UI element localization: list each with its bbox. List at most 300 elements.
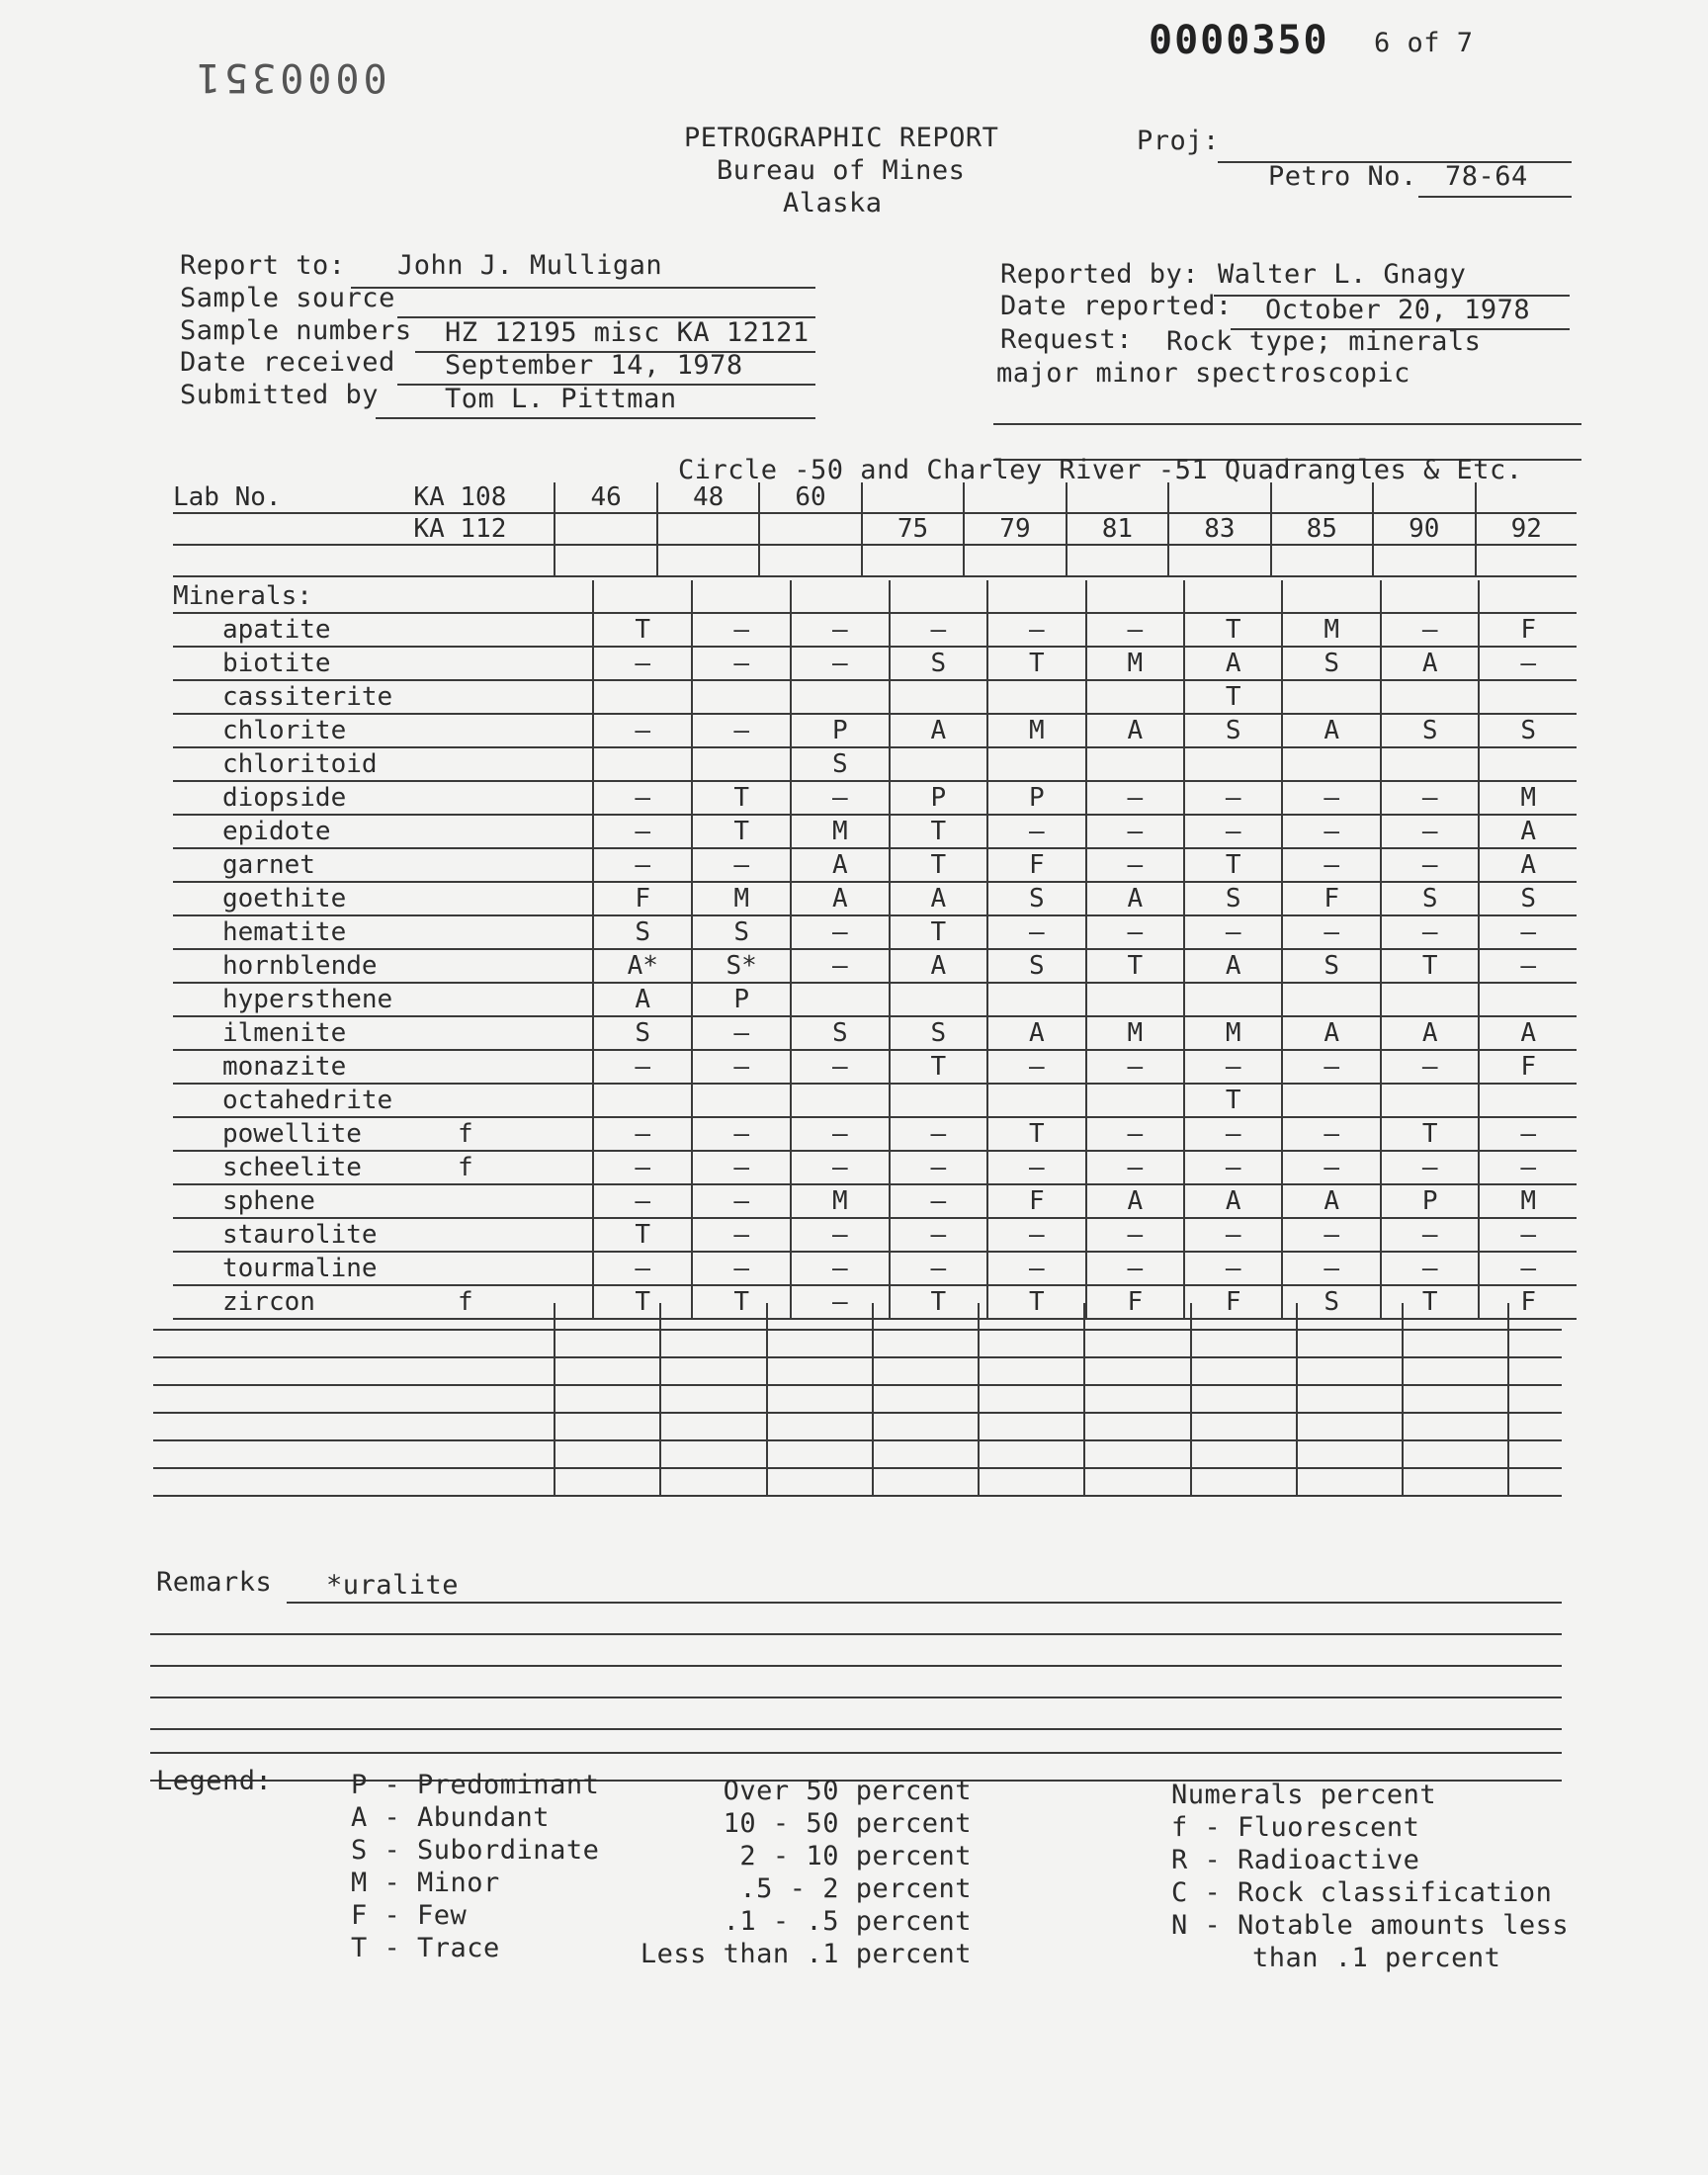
remarks-label: Remarks (156, 1567, 273, 1598)
legend-note: f - Fluorescent (1171, 1812, 1420, 1843)
mineral-abundance-cell: S (593, 1016, 692, 1050)
mineral-abundance-cell (1282, 680, 1380, 714)
mineral-abundance-cell (1479, 680, 1577, 714)
stamp-number: 0000351 (193, 54, 387, 100)
legend-notes (1171, 1780, 1569, 1975)
legend-ranges (633, 1776, 1003, 1971)
lab-row-2 (173, 513, 1577, 545)
mineral-abundance-cell: A (1086, 714, 1184, 747)
mineral-row (173, 1252, 1577, 1285)
minerals-label: Minerals: (173, 580, 458, 613)
mineral-row (173, 1184, 1577, 1218)
mineral-abundance-cell: S (593, 915, 692, 949)
mineral-abundance-cell: A (791, 848, 889, 882)
lab-label: Lab No. (173, 482, 413, 513)
mineral-row (173, 1050, 1577, 1084)
mineral-abundance-cell (791, 680, 889, 714)
mineral-abundance-cell: – (890, 1218, 987, 1252)
lab-cell: 60 (759, 482, 861, 513)
mineral-abundance-cell: S (791, 747, 889, 781)
mineral-abundance-cell: – (791, 1218, 889, 1252)
mineral-abundance-cell: T (692, 1285, 791, 1319)
mineral-abundance-cell: – (593, 1151, 692, 1184)
mineral-abundance-cell: – (1282, 1218, 1380, 1252)
mineral-abundance-cell: S (1184, 882, 1282, 915)
legend-range: .5 - 2 percent (739, 1873, 972, 1904)
mineral-name: biotite (173, 647, 458, 680)
mineral-abundance-cell: T (890, 1285, 987, 1319)
mineral-abundance-cell: – (692, 1151, 791, 1184)
mineral-row (173, 915, 1577, 949)
mineral-abundance-cell: – (692, 1050, 791, 1084)
mineral-abundance-cell (890, 680, 987, 714)
mineral-abundance-cell: – (1282, 915, 1380, 949)
reported-by-label: Reported by: (1000, 259, 1200, 290)
mineral-abundance-cell: – (1479, 1151, 1577, 1184)
mineral-abundance-cell: S (791, 1016, 889, 1050)
mineral-abundance-cell: S (1479, 882, 1577, 915)
petro-number: 78-64 (1445, 161, 1528, 192)
minerals-heading-row (173, 580, 1577, 613)
mineral-name: powellite (173, 1117, 458, 1151)
mineral-abundance-cell: T (890, 848, 987, 882)
mineral-abundance-cell (1479, 747, 1577, 781)
mineral-abundance-cell (1086, 983, 1184, 1016)
mineral-abundance-cell: – (692, 1117, 791, 1151)
mineral-abundance-cell: M (1479, 781, 1577, 815)
lab-prefix-1: KA 108 (413, 482, 555, 513)
mineral-name: hornblende (173, 949, 458, 983)
mineral-abundance-cell (1184, 983, 1282, 1016)
mineral-abundance-cell: – (987, 1218, 1085, 1252)
lab-cell (1373, 482, 1475, 513)
mineral-abundance-cell (1086, 680, 1184, 714)
mineral-abundance-cell: – (987, 915, 1085, 949)
mineral-flag (458, 647, 593, 680)
mineral-abundance-cell: – (1282, 848, 1380, 882)
mineral-abundance-cell: – (593, 848, 692, 882)
mineral-abundance-cell: – (890, 1252, 987, 1285)
mineral-flag (458, 848, 593, 882)
mineral-abundance-cell: – (1381, 848, 1479, 882)
mineral-name: hypersthene (173, 983, 458, 1016)
mineral-abundance-cell: – (692, 1218, 791, 1252)
mineral-abundance-cell: A (1282, 1184, 1380, 1218)
mineral-abundance-cell: – (1282, 1050, 1380, 1084)
mineral-abundance-cell: T (1381, 949, 1479, 983)
mineral-abundance-cell: S (1282, 647, 1380, 680)
submitted-by-value: Tom L. Pittman (445, 384, 677, 414)
mineral-flag (458, 1184, 593, 1218)
mineral-abundance-cell: S (692, 915, 791, 949)
document-number: 0000350 (1149, 18, 1329, 63)
mineral-abundance-cell (692, 1084, 791, 1117)
mineral-abundance-cell: – (593, 1117, 692, 1151)
mineral-row (173, 781, 1577, 815)
mineral-abundance-cell: T (1381, 1117, 1479, 1151)
mineral-abundance-cell: S (987, 949, 1085, 983)
mineral-abundance-cell: – (1282, 1252, 1380, 1285)
legend-label: Legend: (156, 1766, 273, 1796)
mineral-abundance-cell (1086, 1084, 1184, 1117)
blank-rows (153, 1303, 1562, 1497)
mineral-abundance-cell (890, 1084, 987, 1117)
mineral-abundance-cell: – (1086, 781, 1184, 815)
legend-range: 10 - 50 percent (723, 1808, 972, 1839)
mineral-name: tourmaline (173, 1252, 458, 1285)
mineral-flag: f (458, 1151, 593, 1184)
lab-cell: 48 (657, 482, 759, 513)
lab-cell: 92 (1476, 513, 1578, 545)
mineral-abundance-cell: A* (593, 949, 692, 983)
mineral-abundance-cell: S* (692, 949, 791, 983)
mineral-abundance-cell: T (987, 1285, 1085, 1319)
report-to-label: Report to: (180, 250, 346, 281)
mineral-abundance-cell (1282, 983, 1380, 1016)
mineral-abundance-cell: T (692, 781, 791, 815)
blank-row (153, 1330, 1562, 1357)
mineral-abundance-cell: – (890, 1184, 987, 1218)
mineral-abundance-cell: – (791, 613, 889, 647)
mineral-abundance-cell: T (1184, 680, 1282, 714)
mineral-row (173, 1218, 1577, 1252)
mineral-abundance-cell (593, 1084, 692, 1117)
mineral-abundance-cell (890, 747, 987, 781)
mineral-flag (458, 680, 593, 714)
mineral-abundance-cell: F (1282, 882, 1380, 915)
blank-row (153, 1303, 1562, 1330)
mineral-abundance-cell: – (1381, 1151, 1479, 1184)
mineral-name: ilmenite (173, 1016, 458, 1050)
remarks-text: *uralite (326, 1570, 460, 1601)
mineral-name: hematite (173, 915, 458, 949)
mineral-abundance-cell: – (1184, 1117, 1282, 1151)
legend-code: F - Few (351, 1900, 468, 1931)
mineral-abundance-cell (1479, 983, 1577, 1016)
mineral-abundance-cell: – (1086, 815, 1184, 848)
legend-codes (351, 1770, 599, 1965)
reported-by-value: Walter L. Gnagy (1218, 259, 1467, 290)
lab-cell (555, 513, 656, 545)
mineral-name: zircon (173, 1285, 458, 1319)
legend-range: 2 - 10 percent (739, 1841, 972, 1871)
mineral-row (173, 882, 1577, 915)
mineral-abundance-cell: A (593, 983, 692, 1016)
mineral-abundance-cell: – (1479, 949, 1577, 983)
legend-note: N - Notable amounts less (1171, 1910, 1570, 1941)
mineral-abundance-cell (692, 680, 791, 714)
mineral-name: chloritoid (173, 747, 458, 781)
mineral-abundance-cell: – (692, 848, 791, 882)
request-line-2: major minor spectroscopic (996, 358, 1410, 389)
mineral-abundance-cell: T (1184, 848, 1282, 882)
mineral-abundance-cell (1086, 747, 1184, 781)
mineral-abundance-cell: M (1479, 1184, 1577, 1218)
lab-cell (1271, 482, 1373, 513)
lab-cell: 75 (862, 513, 964, 545)
mineral-abundance-cell: – (593, 1184, 692, 1218)
legend-note: R - Radioactive (1171, 1845, 1420, 1875)
legend-code: A - Abundant (351, 1802, 551, 1833)
lab-cell: 90 (1373, 513, 1475, 545)
mineral-flag (458, 949, 593, 983)
mineral-abundance-cell: – (692, 647, 791, 680)
mineral-abundance-cell: – (593, 815, 692, 848)
blank-row (153, 1468, 1562, 1496)
mineral-name: goethite (173, 882, 458, 915)
mineral-abundance-cell: S (1184, 714, 1282, 747)
sample-numbers-value: HZ 12195 misc KA 12121 (445, 317, 810, 348)
mineral-abundance-cell: P (987, 781, 1085, 815)
legend-code: T - Trace (351, 1933, 500, 1963)
mineral-row (173, 613, 1577, 647)
submitted-by-label: Submitted by (180, 380, 380, 410)
mineral-abundance-cell: – (1184, 815, 1282, 848)
date-reported-label: Date reported: (1000, 291, 1233, 321)
mineral-abundance-cell: – (692, 714, 791, 747)
mineral-abundance-cell: – (987, 1252, 1085, 1285)
mineral-row (173, 1117, 1577, 1151)
mineral-row (173, 714, 1577, 747)
mineral-abundance-cell: – (1381, 815, 1479, 848)
mineral-flag (458, 613, 593, 647)
mineral-abundance-cell: – (1086, 1050, 1184, 1084)
mineral-abundance-cell: T (1184, 613, 1282, 647)
mineral-abundance-cell: – (1381, 613, 1479, 647)
mineral-name: garnet (173, 848, 458, 882)
blank-row (153, 1413, 1562, 1440)
mineral-row (173, 949, 1577, 983)
mineral-flag (458, 882, 593, 915)
mineral-abundance-cell: A (1381, 647, 1479, 680)
blank-row (153, 1385, 1562, 1413)
mineral-row (173, 1151, 1577, 1184)
mineral-abundance-cell: T (890, 815, 987, 848)
mineral-abundance-cell: – (1086, 1117, 1184, 1151)
mineral-abundance-cell: – (593, 781, 692, 815)
mineral-abundance-cell: T (692, 815, 791, 848)
minerals-table (173, 580, 1577, 1320)
mineral-abundance-cell: – (987, 613, 1085, 647)
mineral-abundance-cell (692, 747, 791, 781)
mineral-abundance-cell (1479, 1084, 1577, 1117)
mineral-abundance-cell: T (890, 1050, 987, 1084)
blank-row (153, 1357, 1562, 1385)
mineral-abundance-cell: – (593, 1050, 692, 1084)
mineral-abundance-cell: S (1282, 949, 1380, 983)
mineral-name: cassiterite (173, 680, 458, 714)
mineral-abundance-cell (1282, 747, 1380, 781)
mineral-abundance-cell: P (890, 781, 987, 815)
mineral-abundance-cell: M (1184, 1016, 1282, 1050)
sample-numbers-label: Sample numbers (180, 315, 412, 346)
mineral-abundance-cell: P (692, 983, 791, 1016)
state-name: Alaska (783, 188, 883, 218)
mineral-row (173, 1016, 1577, 1050)
mineral-abundance-cell: F (593, 882, 692, 915)
mineral-abundance-cell: S (987, 882, 1085, 915)
mineral-abundance-cell: – (1479, 915, 1577, 949)
mineral-abundance-cell: – (692, 1252, 791, 1285)
mineral-abundance-cell: A (1184, 1184, 1282, 1218)
mineral-abundance-cell: A (791, 882, 889, 915)
mineral-abundance-cell: – (1282, 1117, 1380, 1151)
mineral-abundance-cell: – (1479, 1117, 1577, 1151)
mineral-abundance-cell: A (1381, 1016, 1479, 1050)
request-label: Request: (1000, 324, 1134, 355)
mineral-name: sphene (173, 1184, 458, 1218)
mineral-abundance-cell: – (593, 1252, 692, 1285)
report-title: PETROGRAPHIC REPORT (684, 123, 999, 153)
mineral-abundance-cell: – (791, 1285, 889, 1319)
mineral-abundance-cell: F (1184, 1285, 1282, 1319)
mineral-abundance-cell: F (1479, 1285, 1577, 1319)
mineral-abundance-cell: M (692, 882, 791, 915)
mineral-abundance-cell: – (593, 647, 692, 680)
lab-cell: 81 (1067, 513, 1168, 545)
mineral-abundance-cell: A (1086, 1184, 1184, 1218)
mineral-abundance-cell: – (1381, 915, 1479, 949)
lab-number-header (173, 482, 1577, 577)
mineral-name: epidote (173, 815, 458, 848)
mineral-abundance-cell: A (1086, 882, 1184, 915)
mineral-abundance-cell: – (791, 949, 889, 983)
mineral-abundance-cell: M (791, 1184, 889, 1218)
sample-source-label: Sample source (180, 283, 395, 313)
mineral-abundance-cell: – (791, 1050, 889, 1084)
mineral-abundance-cell: – (791, 1252, 889, 1285)
mineral-name: octahedrite (173, 1084, 458, 1117)
mineral-abundance-cell: M (1086, 647, 1184, 680)
mineral-abundance-cell: – (1086, 915, 1184, 949)
mineral-abundance-cell: F (1086, 1285, 1184, 1319)
mineral-abundance-cell: S (1479, 714, 1577, 747)
mineral-abundance-cell: M (1086, 1016, 1184, 1050)
mineral-row (173, 680, 1577, 714)
lab-row-1 (173, 482, 1577, 513)
mineral-flag (458, 1218, 593, 1252)
mineral-abundance-cell: F (987, 1184, 1085, 1218)
mineral-abundance-cell: A (1184, 949, 1282, 983)
mineral-abundance-cell: – (987, 1050, 1085, 1084)
legend-note: C - Rock classification (1171, 1877, 1553, 1908)
mineral-abundance-cell: – (1086, 1218, 1184, 1252)
mineral-name: apatite (173, 613, 458, 647)
legend-code: S - Subordinate (351, 1835, 600, 1866)
lab-cell (657, 513, 759, 545)
mineral-flag (458, 983, 593, 1016)
mineral-abundance-cell: – (1479, 1218, 1577, 1252)
mineral-abundance-cell: A (1184, 647, 1282, 680)
mineral-abundance-cell: T (593, 613, 692, 647)
mineral-abundance-cell: S (890, 647, 987, 680)
mineral-abundance-cell: – (692, 613, 791, 647)
mineral-abundance-cell: – (1381, 1050, 1479, 1084)
lab-prefix-2: KA 112 (413, 513, 555, 545)
lab-cell: 79 (964, 513, 1066, 545)
mineral-abundance-cell: T (987, 1117, 1085, 1151)
mineral-flag (458, 915, 593, 949)
mineral-row (173, 647, 1577, 680)
mineral-abundance-cell: – (1282, 815, 1380, 848)
mineral-abundance-cell: A (1479, 848, 1577, 882)
mineral-abundance-cell (1381, 983, 1479, 1016)
legend-note: Numerals percent (1171, 1780, 1437, 1810)
mineral-abundance-cell: T (593, 1218, 692, 1252)
mineral-abundance-cell: – (987, 1151, 1085, 1184)
mineral-abundance-cell (791, 983, 889, 1016)
mineral-abundance-cell: F (987, 848, 1085, 882)
mineral-name: monazite (173, 1050, 458, 1084)
mineral-abundance-cell: M (791, 815, 889, 848)
mineral-abundance-cell (791, 1084, 889, 1117)
mineral-flag (458, 1050, 593, 1084)
mineral-abundance-cell: – (1086, 613, 1184, 647)
mineral-abundance-cell: – (1086, 1151, 1184, 1184)
lab-cell (1168, 482, 1270, 513)
mineral-abundance-cell: – (1184, 915, 1282, 949)
mineral-abundance-cell (987, 1084, 1085, 1117)
mineral-abundance-cell: – (1086, 848, 1184, 882)
mineral-abundance-cell: – (1381, 781, 1479, 815)
mineral-abundance-cell: – (692, 1016, 791, 1050)
legend-range: .1 - .5 percent (723, 1906, 972, 1937)
mineral-abundance-cell: – (1479, 1252, 1577, 1285)
legend-range: Over 50 percent (723, 1776, 972, 1806)
request-line-1: Rock type; minerals (1166, 326, 1482, 357)
mineral-abundance-cell: S (1282, 1285, 1380, 1319)
lab-cell: 46 (555, 482, 656, 513)
mineral-abundance-cell: A (890, 714, 987, 747)
mineral-abundance-cell: – (890, 613, 987, 647)
agency-name: Bureau of Mines (717, 155, 966, 186)
mineral-row (173, 983, 1577, 1016)
mineral-abundance-cell: S (1381, 714, 1479, 747)
mineral-abundance-cell: A (987, 1016, 1085, 1050)
mineral-abundance-cell: A (1479, 1016, 1577, 1050)
mineral-abundance-cell: T (890, 915, 987, 949)
lab-cell (1067, 482, 1168, 513)
mineral-abundance-cell: – (791, 1151, 889, 1184)
lab-cell: 85 (1271, 513, 1373, 545)
mineral-abundance-cell (987, 747, 1085, 781)
mineral-abundance-cell: – (1184, 1218, 1282, 1252)
date-received-value: September 14, 1978 (445, 350, 743, 381)
mineral-abundance-cell: T (1184, 1084, 1282, 1117)
mineral-abundance-cell: P (1381, 1184, 1479, 1218)
mineral-flag: f (458, 1285, 593, 1319)
lab-cell (862, 482, 964, 513)
mineral-abundance-cell: M (987, 714, 1085, 747)
mineral-flag (458, 815, 593, 848)
legend-code: P - Predominant (351, 1770, 600, 1800)
mineral-abundance-cell: – (1184, 1252, 1282, 1285)
page-indicator: 6 of 7 (1374, 28, 1474, 58)
mineral-abundance-cell: S (1381, 882, 1479, 915)
blank-row (153, 1440, 1562, 1468)
mineral-row (173, 815, 1577, 848)
mineral-abundance-cell (1184, 747, 1282, 781)
mineral-abundance-cell (593, 747, 692, 781)
mineral-abundance-cell: F (1479, 613, 1577, 647)
mineral-abundance-cell: – (890, 1151, 987, 1184)
mineral-abundance-cell: – (1282, 1151, 1380, 1184)
mineral-abundance-cell: A (890, 882, 987, 915)
mineral-flag (458, 747, 593, 781)
lab-cell (759, 513, 861, 545)
mineral-abundance-cell: – (791, 1117, 889, 1151)
lab-cell: 83 (1168, 513, 1270, 545)
